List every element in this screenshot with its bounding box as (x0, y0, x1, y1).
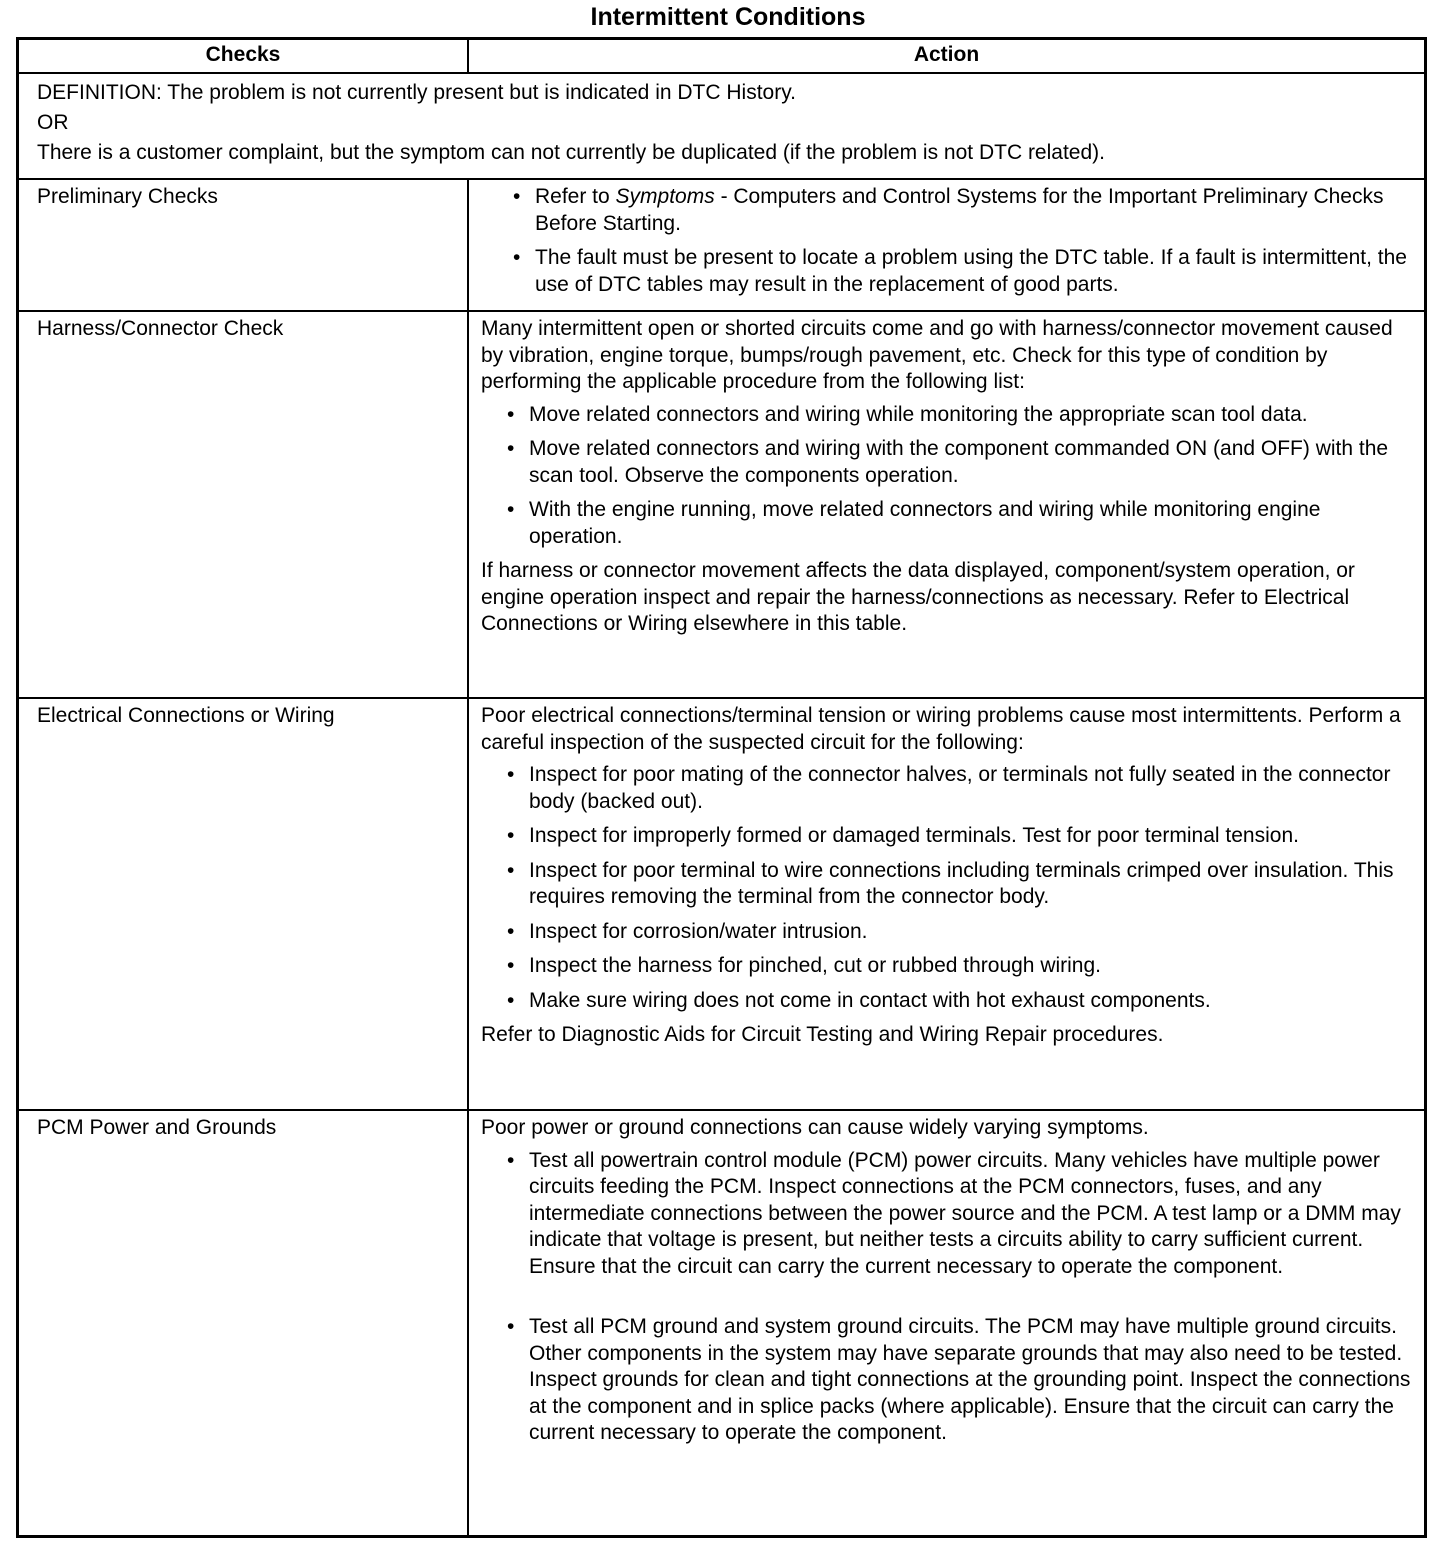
action-cell (468, 1110, 1426, 1536)
bullet-item: • Make sure wiring does not come in contact with hot exhaust components. (529, 988, 1414, 1015)
table-row (18, 698, 1426, 1110)
table-row (18, 311, 1426, 698)
bullet-item: • Move related connectors and wiring while monitoring the appropriate scan tool data. (529, 402, 1414, 429)
action-intro: Many intermittent open or shorted circuits come and go with harness/connector movement caused by vibration, engine torque, bumps/rough pavement, etc. Check for this type of condition by performing the applicable procedure from the following list: (481, 317, 1393, 393)
action-cell (468, 179, 1426, 311)
definition-text: DEFINITION: The problem is not currently present but is indicated in DTC History. (37, 81, 796, 104)
action-intro: Poor electrical connections/terminal tension or wiring problems cause most intermittents. Perform a careful inspection of the suspected circuit for the following: (481, 704, 1401, 754)
table-row (18, 179, 1426, 311)
bullet-item: • Inspect for poor terminal to wire connections including terminals crimped over insulation. This requires removing the terminal from the connector body. (529, 858, 1414, 911)
bullet-item: • Refer to Symptoms - Computers and Control Systems for the Important Preliminary Checks Before Starting. (535, 184, 1414, 237)
definition-or: OR (37, 111, 69, 134)
bullet-item: • With the engine running, move related connectors and wiring while monitoring engine operation. (529, 497, 1414, 550)
action-intro: Poor power or ground connections can cause widely varying symptoms. (481, 1116, 1149, 1139)
definition-cell (18, 73, 1426, 179)
table-row (18, 1110, 1426, 1536)
definition-row (18, 73, 1426, 179)
action-outro: Refer to Diagnostic Aids for Circuit Testing and Wiring Repair procedures. (481, 1023, 1164, 1046)
action-cell (468, 311, 1426, 698)
bullet-item: • Inspect for corrosion/water intrusion. (529, 919, 1414, 946)
bullet-item: • Test all powertrain control module (PCM) power circuits. Many vehicles have multiple power circuits feeding the PCM. Inspect connections at the PCM connectors, fuses, and any intermediate connections between the power source and the PCM. A test lamp or a DMM may indicate that voltage is present, but neither tests a circuits ability to carry sufficient current. Ensure that the circuit can carry the current necessary to operate the component. (529, 1148, 1414, 1281)
bullet-item: • Test all PCM ground and system ground circuits. The PCM may have multiple ground circuits. Other components in the system may have separate grounds that may also need to be tested. Inspect grounds for clean and tight connections at the grounding point. Inspect the connections at the component and in splice packs (where applicable). Ensure that the circuit can carry the current necessary to operate the component. (529, 1314, 1414, 1447)
page-title: Intermittent Conditions (590, 3, 866, 31)
bullet-item: • The fault must be present to locate a problem using the DTC table. If a fault is intermittent, the use of DTC tables may result in the replacement of good parts. (535, 245, 1414, 298)
action-outro: If harness or connector movement affects the data displayed, component/system operation, or engine operation inspect and repair the harness/connections as necessary. Refer to Electrical Connections or Wiring elsewhere in this table. (481, 559, 1355, 635)
check-label: Harness/Connector Check (18, 311, 469, 698)
header-row (18, 39, 1426, 74)
check-label: Preliminary Checks (18, 179, 469, 311)
action-cell (468, 698, 1426, 1110)
intermittent-conditions-table (16, 37, 1427, 1538)
header-checks: Checks (18, 39, 469, 74)
definition-alt: There is a customer complaint, but the symptom can not currently be duplicated (if the problem is not DTC related). (37, 141, 1105, 164)
bullet-item: • Inspect for improperly formed or damaged terminals. Test for poor terminal tension. (529, 823, 1414, 850)
bullet-item: • Move related connectors and wiring with the component commanded ON (and OFF) with the scan tool. Observe the components operation. (529, 436, 1414, 489)
check-label: PCM Power and Grounds (18, 1110, 469, 1536)
header-action: Action (468, 39, 1426, 74)
bullet-item: • Inspect for poor mating of the connector halves, or terminals not fully seated in the connector body (backed out). (529, 762, 1414, 815)
bullet-item: • Inspect the harness for pinched, cut or rubbed through wiring. (529, 953, 1414, 980)
check-label: Electrical Connections or Wiring (18, 698, 469, 1110)
